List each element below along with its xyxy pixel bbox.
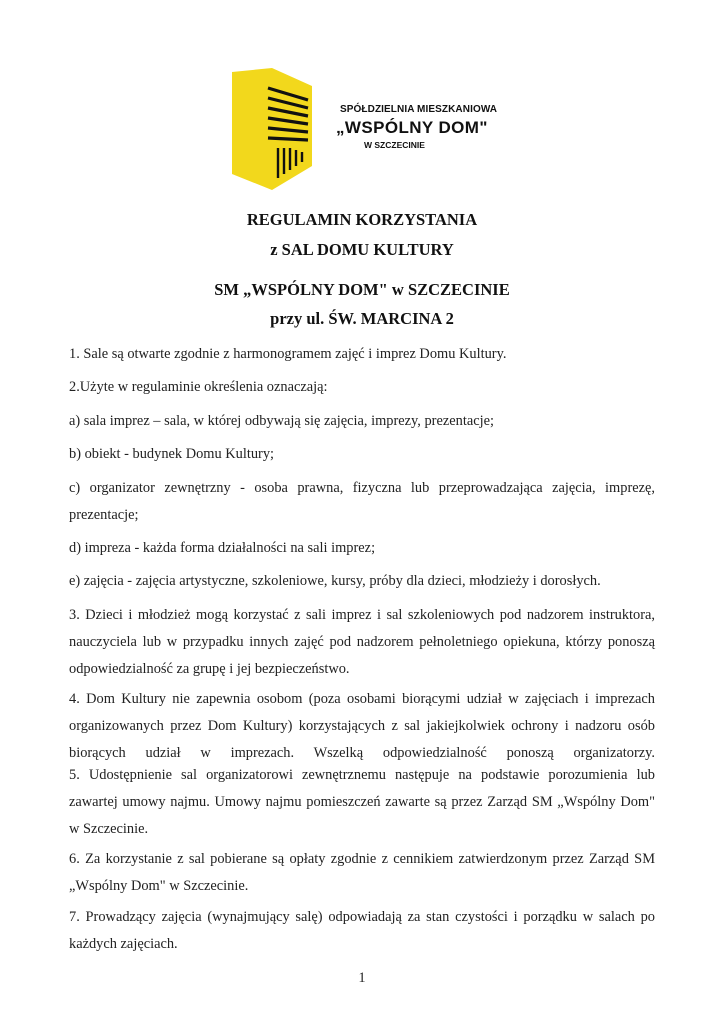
paragraph-7: 7. Prowadzący zajęcia (wynajmujący salę) odpowiadają za stan czystości i porządku w salach po każdych zajęciach.	[69, 909, 655, 952]
paragraph-definition-a: a) sala imprez – sala, w której odbywają się zajęcia, imprezy, prezentacje;	[69, 413, 494, 429]
building-logo-icon	[228, 66, 338, 196]
paragraph-1: 1. Sale są otwarte zgodnie z harmonogramem zajęć i imprez Domu Kultury.	[69, 346, 507, 362]
logo-line-name: „WSPÓLNY DOM"	[336, 118, 488, 137]
paragraph-3: 3. Dzieci i młodzież mogą korzystać z sali imprez i sal szkoleniowych pod nadzorem instruktora, nauczyciela lub w przypadku innych zajęć pod nadzorem pełnoletniego opiekuna, którzy ponoszą odpowiedzialność za grupę i jej bezpieczeństwo.	[69, 607, 655, 677]
paragraph-definition-d: d) impreza - każda forma działalności na sali imprez;	[69, 540, 376, 556]
title-line-2: z SAL DOMU KULTURY	[270, 240, 454, 259]
title-line-4: przy ul. ŚW. MARCINA 2	[270, 309, 454, 328]
paragraph-definition-b: b) obiekt - budynek Domu Kultury;	[69, 446, 275, 462]
title-line-3: SM „WSPÓLNY DOM" w SZCZECINIE	[214, 280, 510, 299]
page-number: 1	[358, 970, 366, 986]
paragraph-6: 6. Za korzystanie z sal pobierane są opłaty zgodnie z cennikiem zatwierdzonym przez Zarząd SM „Wspólny Dom" w Szczecinie.	[69, 851, 655, 894]
logo-line-city: W SZCZECINIE	[364, 140, 425, 150]
paragraph-2: 2.Użyte w regulaminie określenia oznaczają:	[69, 379, 328, 395]
paragraph-definition-e: e) zajęcia - zajęcia artystyczne, szkoleniowe, kursy, próby dla dzieci, młodzieży i dorosłych.	[69, 573, 601, 589]
title-line-1: REGULAMIN KORZYSTANIA	[246, 210, 478, 229]
logo-line-cooperative: SPÓŁDZIELNIA MIESZKANIOWA	[340, 104, 498, 115]
paragraph-5: 5. Udostępnienie sal organizatorowi zewnętrznemu następuje na podstawie porozumienia lub zawartej umowy najmu. Umowy najmu pomieszczeń zawarte są przez Zarząd SM „Wspólny Dom" w Szczecinie.	[69, 767, 655, 837]
paragraph-4: 4. Dom Kultury nie zapewnia osobom (poza osobami biorącymi udział w zajęciach i imprezach organizowanych przez Dom Kultury) korzystających z sal jakiejkolwiek ochrony i nadzoru osób biorących udział w imprezach. Wszelką odpowiedzialność ponoszą organizatorzy.	[69, 691, 655, 761]
paragraph-definition-c: c) organizator zewnętrzny - osoba prawna, fizyczna lub przeprowadzająca zajęcia, imprezę, prezentacje;	[69, 480, 655, 523]
